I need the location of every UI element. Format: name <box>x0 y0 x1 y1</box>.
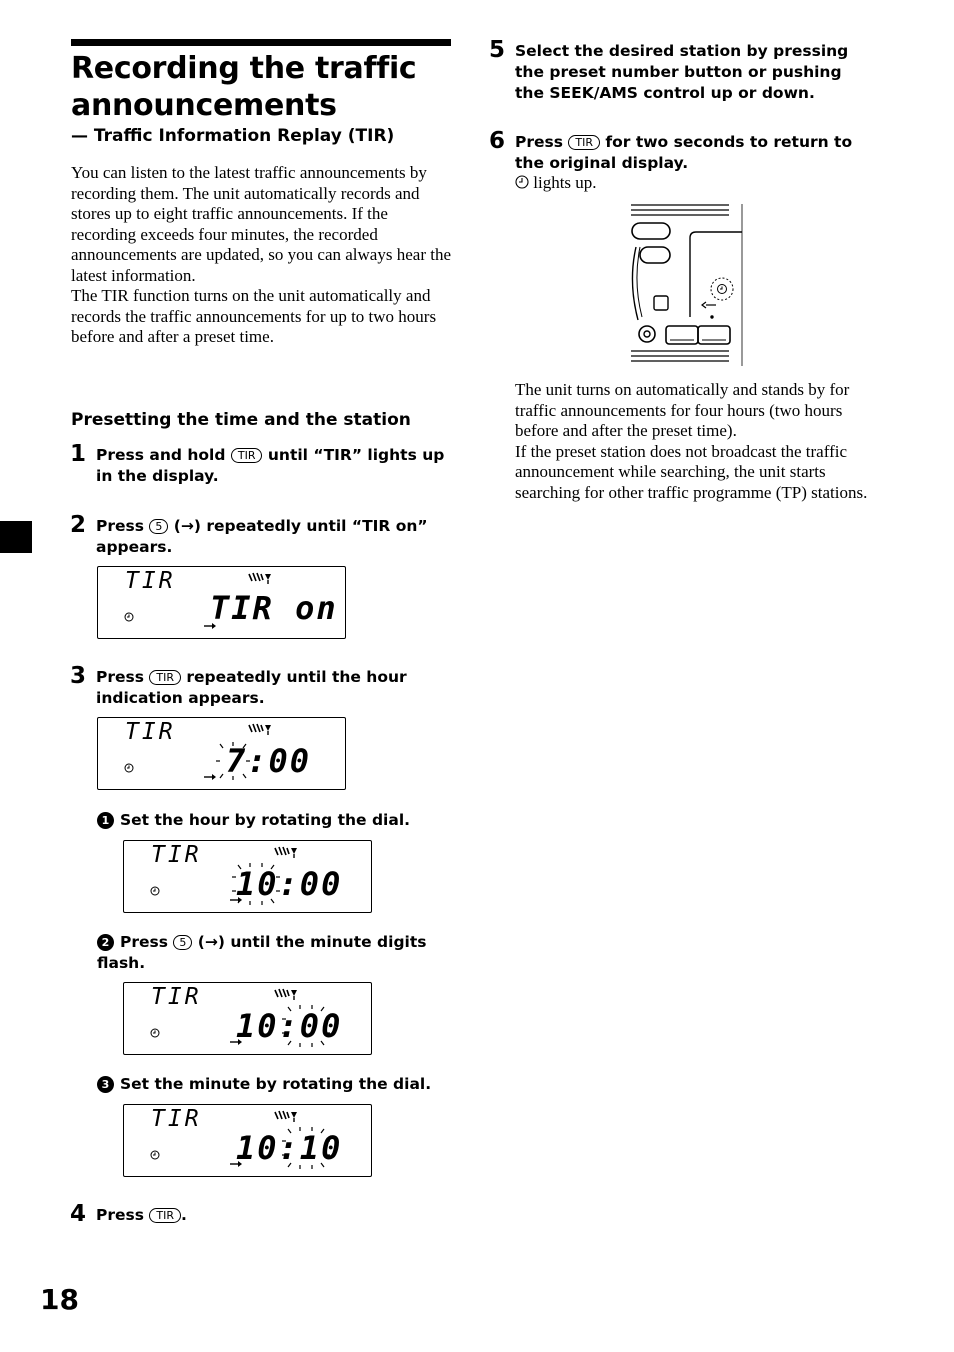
tp-signal-icon <box>273 845 299 859</box>
section-heading: Presetting the time and the station <box>71 410 411 430</box>
step-text-part: Press <box>515 133 563 151</box>
lcd-main-text: 10:00 <box>236 1007 343 1045</box>
tp-signal-icon <box>273 1109 299 1123</box>
intro-text <box>71 163 455 348</box>
step-text-part: Press and hold <box>96 446 226 464</box>
tir-button-icon: TIR <box>231 448 263 463</box>
lcd-main-text: 10:10 <box>236 1129 343 1167</box>
lcd-display-minute-set <box>123 1104 372 1177</box>
step-text-part: . <box>180 1206 187 1224</box>
lcd-main-text: 10:00 <box>236 865 343 903</box>
substep-3-text <box>97 1074 457 1095</box>
right-arrow-icon <box>203 773 217 781</box>
lcd-display-minute-flash <box>123 982 372 1055</box>
substep-number: 1 <box>97 812 114 829</box>
lcd-display-hour-set <box>123 840 372 913</box>
step-2-text <box>96 516 456 558</box>
step-text-part: Press <box>96 517 144 535</box>
tp-signal-icon <box>273 987 299 1001</box>
substep-text-part: Press <box>120 933 168 951</box>
page-number: 18 <box>40 1283 79 1316</box>
tir-button-icon: TIR <box>568 135 600 150</box>
substep-text-part: (→) until the minute digits flash. <box>97 933 427 972</box>
page-subtitle: — Traffic Information Replay (TIR) <box>71 126 395 146</box>
step-4-text <box>96 1205 456 1226</box>
substep-2-text <box>97 932 457 974</box>
lcd-display-tir-on <box>97 566 346 639</box>
step-text-part: (→) repeatedly until “TIR on” appears. <box>96 517 428 556</box>
step-number: 4 <box>70 1201 87 1227</box>
intro-paragraph: The TIR function turns on the unit automatically and records the traffic announcements for up to two hours before and after a preset time. <box>71 286 437 346</box>
tp-signal-icon <box>247 571 273 585</box>
substep-number: 3 <box>97 1076 114 1093</box>
tir-button-icon: TIR <box>149 670 181 685</box>
lcd-indicator-tir: TIR <box>151 1106 202 1132</box>
substep-text-part: Set the minute by rotating the dial. <box>120 1075 432 1093</box>
lcd-main-text: TIR on <box>210 589 338 627</box>
clock-icon <box>515 175 529 189</box>
lcd-indicator-tir: TIR <box>125 568 176 594</box>
body-paragraph: If the preset station does not broadcast the traffic announcement while searching, the unit starts searching for other traffic programme (TP) stations. <box>515 441 868 502</box>
clock-icon <box>124 763 134 773</box>
step-1-text <box>96 445 456 487</box>
note-text: lights up. <box>533 173 597 192</box>
substep-text-part: Set the hour by rotating the dial. <box>120 811 411 829</box>
clock-icon <box>150 886 160 896</box>
lcd-indicator-tir: TIR <box>125 719 176 745</box>
clock-icon <box>150 1028 160 1038</box>
tp-signal-icon <box>247 722 273 736</box>
substep-number: 2 <box>97 934 114 951</box>
substep-1-text <box>97 810 457 831</box>
preset-5-button-icon: 5 <box>149 519 168 534</box>
title-rule <box>71 39 451 46</box>
lcd-main-text: 7:00 <box>226 742 312 780</box>
step-text-part: Press <box>96 1206 144 1224</box>
step-6-text <box>515 132 875 174</box>
step-number: 2 <box>70 512 87 538</box>
step-number: 5 <box>489 37 506 63</box>
step-5-text: Select the desired station by pressing the preset number button or pushing the SEEK/AMS control up or down. <box>515 42 849 102</box>
section-tab-marker <box>0 521 32 553</box>
preset-5-button-icon: 5 <box>173 935 192 950</box>
standby-description <box>515 380 875 503</box>
step-number: 3 <box>70 663 87 689</box>
step-6-note <box>515 173 597 193</box>
clock-icon <box>124 612 134 622</box>
lcd-display-hour <box>97 717 346 790</box>
page-title: Recording the traffic announcements <box>71 51 417 123</box>
step-number: 1 <box>70 441 87 467</box>
intro-paragraph: You can listen to the latest traffic announcements by recording them. The unit automatically records and stores up to eight traffic announcements. If the recording exceeds four minutes, the recorded announcements are updated, so you can always hear the latest information. <box>71 163 451 285</box>
step-number: 6 <box>489 128 506 154</box>
unit-front-panel-illustration <box>626 202 746 368</box>
step-text-part: Press <box>96 668 144 686</box>
tir-button-icon: TIR <box>149 1208 181 1223</box>
lcd-indicator-tir: TIR <box>151 984 202 1010</box>
step-text-part: for two seconds to return to the original display. <box>515 133 853 172</box>
step-text-part: repeatedly until the hour indication appears. <box>96 668 407 707</box>
clock-icon <box>150 1150 160 1160</box>
lcd-indicator-tir: TIR <box>151 842 202 868</box>
body-paragraph: The unit turns on automatically and stands by for traffic announcements for four hours (two hours before and after the preset time). <box>515 380 850 440</box>
step-3-text <box>96 667 456 709</box>
step-text-part: until “TIR” lights up in the display. <box>96 446 445 485</box>
